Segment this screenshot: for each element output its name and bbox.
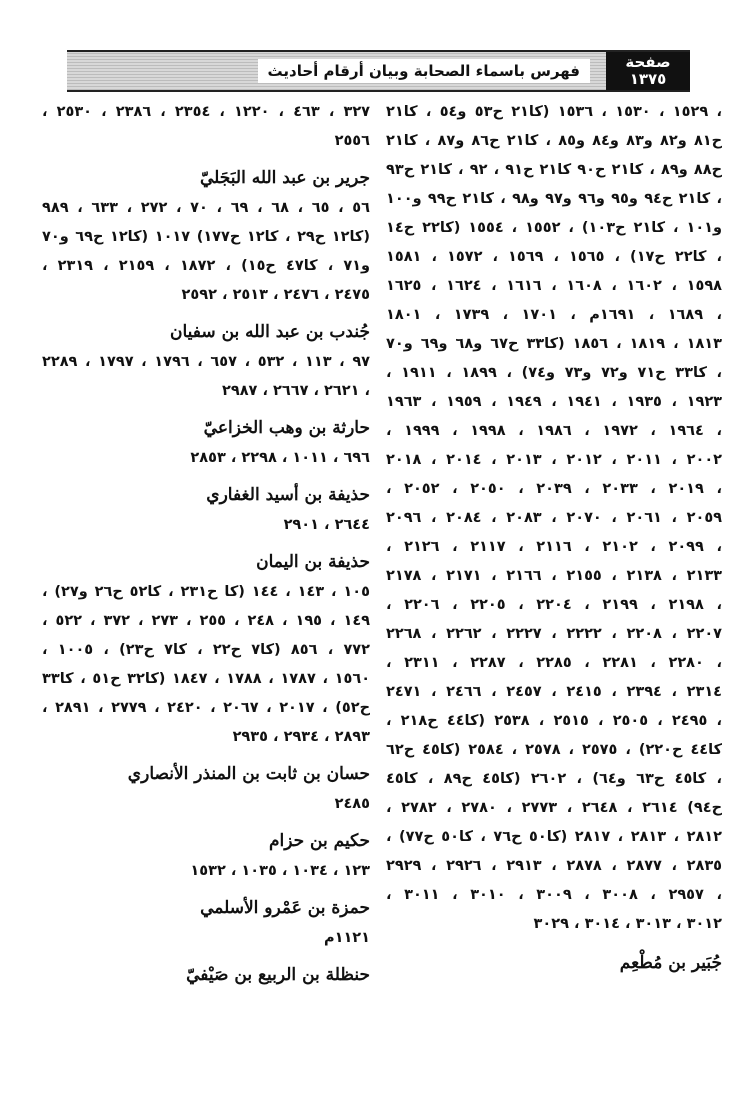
index-line: ١٢٣ ، ١٠٣٤ ، ١٠٣٥ ، ١٥٣٢ <box>190 863 370 879</box>
index-line: ، ٢٦٢١ ، ٢٦٦٧ ، ٢٩٨٧ <box>222 383 370 399</box>
index-entry <box>42 412 370 473</box>
index-line: ، ٢٢٨٠ ، ٢٢٨١ ، ٢٢٨٥ ، ٢٢٨٧ ، ٢٣١١ ، <box>386 655 722 671</box>
companion-name: حمزة بن عَمْرو الأسلمي <box>200 898 370 918</box>
index-line: ٢٤٨٥ <box>334 796 370 812</box>
index-line: ٥٦ ، ٦٥ ، ٦٨ ، ٦٩ ، ٧٠ ، ٢٧٢ ، ٦٣٣ ، ٩٨٩ <box>42 200 370 216</box>
index-entry <box>42 546 370 752</box>
page-header <box>67 50 690 92</box>
index-entry <box>42 98 370 156</box>
index-line: ، ١٥٢٩ ، ١٥٣٠ ، ١٥٣٦ (كا٢١ ح٥٣ و٥٤ ، كا٢١ <box>386 104 722 120</box>
index-line: ، ٢٩٥٧ ، ٣٠٠٨ ، ٣٠٠٩ ، ٣٠١٠ ، ٣٠١١ ، <box>386 887 722 903</box>
index-entry <box>42 162 370 310</box>
index-line: ٢٨٩٣ ، ٢٩٣٤ ، ٢٩٣٥ <box>232 729 370 745</box>
companion-name: حذيفة بن أسيد الغفاري <box>206 485 370 505</box>
index-line: ، كا٣٣ ح٧١ و٧٢ و٧٣ و٧٤) ، ١٨٩٩ ، ١٩١١ ، <box>386 365 722 381</box>
index-line: ٢٠٥٩ ، ٢٠٦١ ، ٢٠٧٠ ، ٢٠٨٣ ، ٢٠٨٤ ، ٢٠٩٦ <box>386 510 722 526</box>
index-line: ، كا٢١ ح٩٤ و٩٥ و٩٦ و٩٧ و٩٨ ، كا٢١ ح٩٩ و١٠٠ <box>386 191 722 207</box>
index-line: ٢٣١٤ ، ٢٣٩٤ ، ٢٤١٥ ، ٢٤٥٧ ، ٢٤٦٦ ، ٢٤٧١ <box>386 684 722 700</box>
companion-name: جُبَير بن مُطْعِم <box>619 953 722 973</box>
index-line: و١٠١ ، كا٢١ ح١٠٣) ، ١٥٥٢ ، ١٥٥٤ (كا٢٢ ح١٤ <box>386 220 722 236</box>
index-line: ٣٠١٢ ، ٣٠١٣ ، ٣٠١٤ ، ٣٠٢٩ <box>533 916 722 932</box>
index-line: ٢٤٧٥ ، ٢٤٧٦ ، ٢٥١٣ ، ٢٥٩٢ <box>181 287 370 303</box>
companion-name: جُندب بن عبد الله بن سفيان <box>170 322 370 342</box>
index-line: ، ٢٠٩٩ ، ٢١٠٢ ، ٢١١٦ ، ٢١١٧ ، ٢١٢٦ ، <box>386 539 722 555</box>
companion-name: حارثة بن وهب الخزاعيّ <box>203 418 370 438</box>
index-line: ، ٢٠١٩ ، ٢٠٣٣ ، ٢٠٣٩ ، ٢٠٥٠ ، ٢٠٥٢ ، <box>386 481 722 497</box>
running-title: فهرس باسماء الصحابة وبيان أرقام أحاديث <box>258 59 591 83</box>
index-line: ح٨١ و٨٢ و٨٣ و٨٤ و٨٥ ، كا٢١ ح٨٦ و٨٧ ، كا٢١ <box>386 133 722 149</box>
index-line: ٧٧٢ ، ٨٥٦ (كا٧ ح٢٢ ، كا٧ ح٢٣) ، ١٠٠٥ ، <box>42 642 370 658</box>
index-line: ٢٥٥٦ <box>334 133 370 149</box>
index-line: ح٩٤) ٢٦١٤ ، ٢٦٤٨ ، ٢٧٧٣ ، ٢٧٨٠ ، ٢٧٨٢ ، <box>386 800 722 816</box>
index-entry <box>42 479 370 540</box>
page-number-box <box>606 52 690 90</box>
index-line: ١٠٥ ، ١٤٣ ، ١٤٤ (كا ح٢٣١ ، كا٥٢ ح٢٦ و٢٧) ، <box>42 584 370 600</box>
page-label: صفحة <box>625 53 671 71</box>
index-entry <box>42 316 370 406</box>
left-column <box>42 98 370 991</box>
index-line: ٢٨٣٥ ، ٢٨٧٧ ، ٢٨٧٨ ، ٢٩١٣ ، ٢٩٢٦ ، ٢٩٢٩ <box>386 858 722 874</box>
index-line: ٩٧ ، ١١٣ ، ٥٣٢ ، ٦٥٧ ، ١٧٩٦ ، ١٧٩٧ ، ٢٢٨٩ <box>42 354 370 370</box>
index-line: ٢٢٠٧ ، ٢٢٠٨ ، ٢٢٢٢ ، ٢٢٢٧ ، ٢٢٦٢ ، ٢٢٦٨ <box>386 626 722 642</box>
index-line: ، كا٤٥ ح٦٣ و٦٤) ، ٢٦٠٢ (كا٤٥ ح٨٩ ، كا٤٥ <box>386 771 722 787</box>
index-line: ٣٢٧ ، ٤٦٣ ، ١٢٢٠ ، ٢٣٥٤ ، ٢٣٨٦ ، ٢٥٣٠ ، <box>42 104 370 120</box>
companion-name: حذيفة بن اليمان <box>256 552 370 572</box>
companion-name: حنظلة بن الربيع بن صَيْفيّ <box>186 965 370 985</box>
companion-name: حكيم بن حزام <box>269 831 370 851</box>
index-line: ، ٢١٩٨ ، ٢١٩٩ ، ٢٢٠٤ ، ٢٢٠٥ ، ٢٢٠٦ ، <box>386 597 722 613</box>
companion-name: جرير بن عبد الله البَجَليّ <box>200 168 370 188</box>
index-entry <box>42 758 370 819</box>
index-line: و٧١ ، كا٤٧ ح١٥) ، ١٨٧٢ ، ٢١٥٩ ، ٢٣١٩ ، <box>42 258 370 274</box>
page-number: ١٣٧٥ <box>629 70 667 88</box>
index-line: ٢١٣٣ ، ٢١٣٨ ، ٢١٥٥ ، ٢١٦٦ ، ٢١٧١ ، ٢١٧٨ <box>386 568 722 584</box>
index-line: ١٤٩ ، ١٩٥ ، ٢٤٨ ، ٢٥٥ ، ٢٧٣ ، ٣٧٢ ، ٥٢٢ ، <box>42 613 370 629</box>
index-line: ١٩٢٣ ، ١٩٣٥ ، ١٩٤١ ، ١٩٤٩ ، ١٩٥٩ ، ١٩٦٣ <box>386 394 722 410</box>
index-line: ٢٨١٢ ، ٢٨١٣ ، ٢٨١٧ (كا٥٠ ح٧٦ ، كا٥٠ ح٧٧) ، <box>386 829 722 845</box>
index-line: ١٨١٣ ، ١٨١٩ ، ١٨٥٦ (كا٣٣ ح٦٧ و٦٨ و٦٩ و٧٠ <box>386 336 722 352</box>
companion-name: حسان بن ثابت بن المنذر الأنصاري <box>127 764 370 784</box>
index-line: ٢٠٠٢ ، ٢٠١١ ، ٢٠١٢ ، ٢٠١٣ ، ٢٠١٤ ، ٢٠١٨ <box>386 452 722 468</box>
index-line: ١٥٩٨ ، ١٦٠٢ ، ١٦٠٨ ، ١٦١٦ ، ١٦٢٤ ، ١٦٢٥ <box>386 278 722 294</box>
right-column-lines <box>386 98 722 939</box>
index-line: ، ٢٤٩٥ ، ٢٥٠٥ ، ٢٥١٥ ، ٢٥٣٨ (كا٤٤ ح٢١٨ ، <box>386 713 722 729</box>
index-line: كا٤٤ ح٢٢٠) ، ٢٥٧٥ ، ٢٥٧٨ ، ٢٥٨٤ (كا٤٥ ح٦٢ <box>386 742 722 758</box>
index-line: (كا١٢ ح٢٩ ، كا١٢ ح١٧٧) ١٠١٧ (كا١٢ ح٦٩ و٧٠ <box>42 229 370 245</box>
index-entry <box>42 892 370 953</box>
index-line: ٦٩٦ ، ١٠١١ ، ٢٢٩٨ ، ٢٨٥٣ <box>190 450 370 466</box>
index-line: ح٥٢) ، ٢٠١٧ ، ٢٠٦٧ ، ٢٤٢٠ ، ٢٧٧٩ ، ٢٨٩١ ، <box>42 700 370 716</box>
index-entry <box>42 825 370 886</box>
index-line: ، ١٦٨٩ ، ١٦٩١م ، ١٧٠١ ، ١٧٣٩ ، ١٨٠١ <box>386 307 722 323</box>
index-line: ١١٢١م <box>323 930 370 946</box>
index-line: ١٥٦٠ ، ١٧٨٧ ، ١٧٨٨ ، ١٨٤٧ (كا٣٢ ح٥١ ، كا٣٣ <box>42 671 370 687</box>
index-line: ح٨٨ و٨٩ ، كا٢١ ح٩٠ كا٢١ ح٩١ ، ٩٢ ، كا٢١ ح٩٣ <box>386 162 722 178</box>
index-line: ٢٦٤٤ ، ٢٩٠١ <box>283 517 370 533</box>
index-line: ، ١٩٦٤ ، ١٩٧٢ ، ١٩٨٦ ، ١٩٩٨ ، ١٩٩٩ ، <box>386 423 722 439</box>
right-column <box>386 98 722 979</box>
index-line: ، كا٢٢ ح١٧) ، ١٥٦٥ ، ١٥٦٩ ، ١٥٧٢ ، ١٥٨١ <box>386 249 722 265</box>
index-entry <box>42 959 370 991</box>
